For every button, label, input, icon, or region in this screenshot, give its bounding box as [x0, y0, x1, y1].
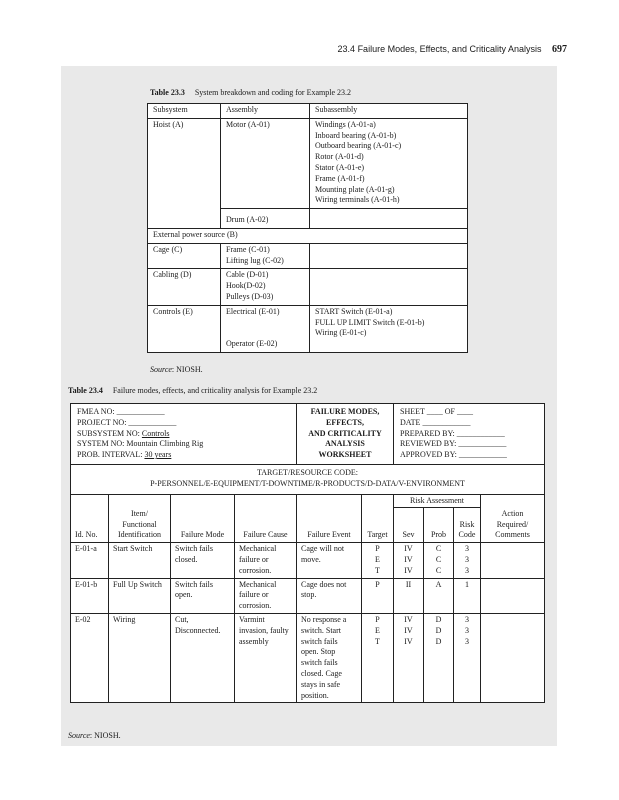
- target-code-row: [71, 464, 545, 494]
- row-mode: Switch fails closed.: [171, 543, 235, 578]
- controls-assemblies: Electrical (E-01) Operator (E-02): [221, 305, 310, 352]
- row-event: Cage does not stop.: [297, 578, 362, 613]
- col-sev: Sev: [394, 508, 424, 543]
- table1-caption: [150, 88, 351, 97]
- row-sev: IV IV IV: [394, 614, 424, 703]
- row-prob: C C C: [424, 543, 454, 578]
- motor-assembly: Motor (A-01): [221, 118, 310, 208]
- form-right-block: SHEET ____ OF ____ DATE ____________ PREPARED BY: ____________ REVIEWED BY: ____________ APPROVED BY: ____________: [394, 404, 545, 465]
- table-row: [71, 614, 545, 703]
- col-id: Id. No.: [71, 508, 109, 543]
- row-sev: II: [394, 578, 424, 613]
- row-event: No response a switch. Start switch fails open. Stop switch fails closed. Cage stays in safe position.: [297, 614, 362, 703]
- table1-caption-text: System breakdown and coding for Example 23.2: [194, 88, 352, 97]
- table1-label: Table 23.3: [150, 88, 185, 97]
- col-failure-cause: Failure Cause: [235, 508, 297, 543]
- row-target: P E T: [362, 543, 394, 578]
- motor-subassemblies: Windings (A-01-a) Inboard bearing (A-01-b) Outboard bearing (A-01-c) Rotor (A-01-d) Stator (A-01-e) Frame (A-01-f) Mounting plate (A-01-g) Wiring terminals (A-01-h): [310, 118, 468, 208]
- table-row: [148, 243, 468, 269]
- table-row: [148, 118, 468, 208]
- worksheet-header-row: [71, 404, 545, 465]
- cabling-assemblies: Cable (D-01) Hook(D-02) Pulleys (D-03): [221, 269, 310, 305]
- row-action: [481, 578, 545, 613]
- row-event: Cage will not move.: [297, 543, 362, 578]
- row-risk: 3 3 3: [454, 614, 481, 703]
- table-row: [71, 578, 545, 613]
- row-sev: IV IV IV: [394, 543, 424, 578]
- worksheet-title: FAILURE MODES, EFFECTS, AND CRITICALITY ANALYSIS WORKSHEET: [297, 404, 394, 465]
- table1-source: Source: NIOSH.: [150, 365, 203, 374]
- row-cause: Mechanical failure or corrosion.: [235, 578, 297, 613]
- table-header-row: [148, 104, 468, 119]
- table2-label: Table 23.4: [68, 386, 103, 395]
- col-subsystem: Subsystem: [148, 104, 221, 119]
- row-risk: 1: [454, 578, 481, 613]
- row-item: Start Switch: [109, 543, 171, 578]
- row-risk: 3 3 3: [454, 543, 481, 578]
- row-id: E-02: [71, 614, 109, 703]
- table-row: [148, 269, 468, 305]
- row-item: Full Up Switch: [109, 578, 171, 613]
- row-id: E-01-a: [71, 543, 109, 578]
- row-mode: Cut, Disconnected.: [171, 614, 235, 703]
- col-failure-mode: Failure Mode: [171, 508, 235, 543]
- column-header-row: [71, 508, 545, 543]
- hoist-subsystem: Hoist (A): [148, 118, 221, 228]
- col-item: Item/ Functional Identification: [109, 508, 171, 543]
- col-subassembly: Subassembly: [310, 104, 468, 119]
- row-cause: Mechanical failure or corrosion.: [235, 543, 297, 578]
- risk-assessment-header: Risk Assessment: [394, 494, 481, 508]
- table2-caption-text: Failure modes, effects, and criticality analysis for Example 23.2: [112, 386, 318, 395]
- row-item: Wiring: [109, 614, 171, 703]
- row-action: [481, 543, 545, 578]
- row-target: P E T: [362, 614, 394, 703]
- risk-header-row: [71, 494, 545, 508]
- col-assembly: Assembly: [221, 104, 310, 119]
- table-row: [148, 228, 468, 243]
- page-number: 697: [552, 44, 567, 55]
- system-breakdown-table: [147, 103, 468, 353]
- row-prob: D D D: [424, 614, 454, 703]
- row-cause: Varmint invasion, faulty assembly: [235, 614, 297, 703]
- external-power: External power source (B): [148, 228, 468, 243]
- cage-subsystem: Cage (C): [148, 243, 221, 269]
- row-target: P: [362, 578, 394, 613]
- fmeca-worksheet-table: [70, 403, 545, 703]
- form-left-block: FMEA NO: ____________ PROJECT NO: ____________ SUBSYSTEM NO: Controls SYSTEM NO: Mountain Climbing Rig PROB. INTERVAL: 30 years: [71, 404, 297, 465]
- col-target: Target: [362, 508, 394, 543]
- table2-source: Source: NIOSH.: [68, 731, 121, 740]
- running-header: [338, 44, 567, 55]
- drum-assembly: Drum (A-02): [221, 209, 310, 229]
- row-prob: A: [424, 578, 454, 613]
- col-action: Action Required/ Comments: [481, 508, 545, 543]
- table2-caption: [68, 386, 317, 395]
- cabling-subsystem: Cabling (D): [148, 269, 221, 305]
- controls-subsystem: Controls (E): [148, 305, 221, 352]
- row-mode: Switch fails open.: [171, 578, 235, 613]
- col-prob: Prob: [424, 508, 454, 543]
- electrical-subassemblies: START Switch (E-01-a) FULL UP LIMIT Switch (E-01-b) Wiring (E-01-c): [310, 305, 468, 352]
- target-resource-code: TARGET/RESOURCE CODE: P-PERSONNEL/E-EQUIPMENT/T-DOWNTIME/R-PRODUCTS/D-DATA/V-ENVIRONMENT: [71, 464, 545, 494]
- row-id: E-01-b: [71, 578, 109, 613]
- col-risk-code: Risk Code: [454, 508, 481, 543]
- table-row: [148, 305, 468, 352]
- cage-assemblies: Frame (C-01) Lifting lug (C-02): [221, 243, 310, 269]
- table-row: [71, 543, 545, 578]
- col-failure-event: Failure Event: [297, 508, 362, 543]
- section-title: 23.4 Failure Modes, Effects, and Criticality Analysis: [337, 44, 542, 54]
- row-action: [481, 614, 545, 703]
